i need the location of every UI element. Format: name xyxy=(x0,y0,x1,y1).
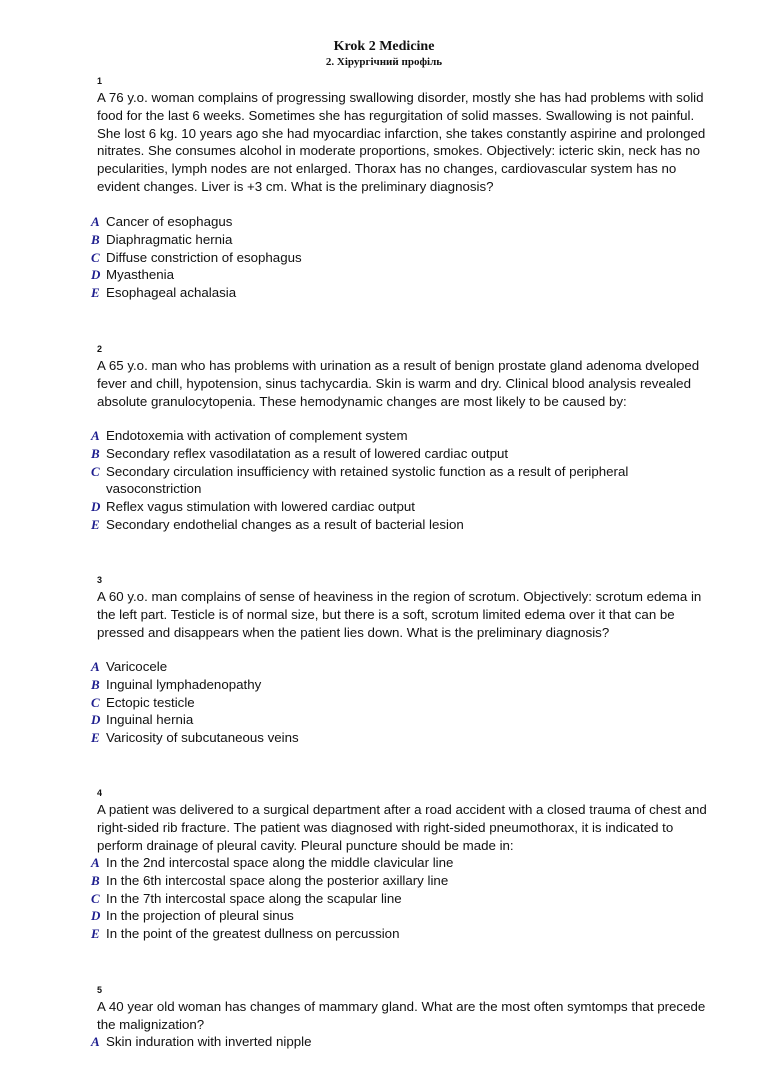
option-letter: D xyxy=(91,267,101,283)
option-letter: A xyxy=(91,1034,100,1049)
question-number: 3 xyxy=(97,575,103,585)
question-text: A 65 y.o. man who has problems with urination as a result of benign prostate gland adenoma dveloped fever and chill, hypotension, sinus tachycardia. Skin is warm and dry. Clinical blood analysis revealed absolute granulocytopenia. These hemodynamic changes are most likely to be caused by: xyxy=(97,358,700,409)
option-letter: A xyxy=(91,855,100,870)
option-text: In the projection of pleural sinus xyxy=(106,908,294,924)
question-number: 4 xyxy=(97,788,103,798)
answer-option xyxy=(91,676,711,694)
option-text: Ectopic testicle xyxy=(106,694,195,710)
question-number: 1 xyxy=(97,76,103,86)
option-text: Inguinal lymphadenopathy xyxy=(106,676,262,692)
option-text: Secondary circulation insufficiency with retained systolic function as a result of peripheral vasoconstriction xyxy=(106,463,629,497)
document-title: Krok 2 Medicine xyxy=(333,39,435,54)
option-text: Inguinal hernia xyxy=(106,712,194,728)
answer-option xyxy=(91,729,711,747)
option-letter: E xyxy=(91,730,100,746)
option-letter: B xyxy=(91,231,100,247)
option-text: Varicocele xyxy=(106,659,168,674)
option-letter: A xyxy=(91,214,100,229)
answer-option xyxy=(91,854,711,872)
option-letter: B xyxy=(91,676,100,692)
question-number: 2 xyxy=(97,344,103,354)
option-text: Diaphragmatic hernia xyxy=(106,231,233,247)
answer-options xyxy=(91,658,711,747)
question-text: A 76 y.o. woman complains of progressing swallowing disorder, mostly she has had problems with solid food for the last 6 weeks. Sometimes she has regurgitation of solid masses. Swallowing is not painful. She lost 6 kg. 10 years ago she had myocardiac infarction, she takes constantly aspirine and prolonged nitrates. She consumes alcohol in moderate proportions, smokes. Objectively: icteric skin, neck has no pecularities, lymph nodes are not enlarged. Thorax has no changes, cardiovascular system has no evident changes. Liver is +3 cm. What is the preliminary diagnosis? xyxy=(97,90,706,194)
option-text: In the 7th intercostal space along the scapular line xyxy=(106,890,402,906)
option-text: Myasthenia xyxy=(106,267,174,283)
option-letter: D xyxy=(91,499,101,515)
answer-option xyxy=(91,890,711,908)
option-text: Reflex vagus stimulation with lowered cardiac output xyxy=(106,499,415,515)
answer-options xyxy=(91,427,711,534)
document-header xyxy=(0,38,768,69)
answer-option xyxy=(91,516,711,534)
question-text: A patient was delivered to a surgical department after a road accident with a closed trauma of chest and right-sided rib fracture. The patient was diagnosed with right-sided pneumothorax, it is indicated to perform drainage of pleural cavity. Pleural puncture should be made in: xyxy=(97,802,707,853)
option-letter: B xyxy=(91,872,100,888)
question-text: A 40 year old woman has changes of mammary gland. What are the most often symtomps that precede the malignization? xyxy=(97,999,706,1032)
option-letter: A xyxy=(91,428,100,443)
answer-option xyxy=(91,463,681,499)
answer-option xyxy=(91,445,711,463)
option-text: In the 2nd intercostal space along the middle clavicular line xyxy=(106,855,454,870)
option-text: Cancer of esophagus xyxy=(106,214,233,229)
answer-option xyxy=(91,907,711,925)
document-subtitle: 2. Хірургічний профіль xyxy=(325,56,443,68)
option-letter: E xyxy=(91,516,100,532)
option-letter: C xyxy=(91,463,100,479)
option-text: Secondary reflex vasodilatation as a result of lowered cardiac output xyxy=(106,445,509,461)
answer-option xyxy=(91,231,711,249)
answer-option xyxy=(91,498,711,516)
option-letter: A xyxy=(91,659,100,674)
question-text: A 60 y.o. man complains of sense of heaviness in the region of scrotum. Objectively: scrotum edema in the left part. Testicle is of normal size, but there is a soft, scrotum limited edema over it that can be pressed and disappears when the patient lies down. What is the preliminary diagnosis? xyxy=(97,589,702,640)
option-letter: C xyxy=(91,694,100,710)
option-letter: C xyxy=(91,890,100,906)
answer-options xyxy=(91,854,711,943)
option-text: In the point of the greatest dullness on percussion xyxy=(106,926,400,942)
answer-option xyxy=(91,213,711,231)
option-letter: D xyxy=(91,908,101,924)
option-letter: C xyxy=(91,249,100,265)
answer-options xyxy=(91,1033,711,1051)
option-text: Diffuse constriction of esophagus xyxy=(106,249,302,265)
answer-option xyxy=(91,249,711,267)
answer-option xyxy=(91,266,711,284)
answer-option xyxy=(91,925,711,943)
answer-option xyxy=(91,872,711,890)
option-letter: E xyxy=(91,926,100,942)
answer-option xyxy=(91,711,711,729)
option-letter: D xyxy=(91,712,101,728)
option-text: Varicosity of subcutaneous veins xyxy=(106,730,299,746)
answer-option xyxy=(91,1033,711,1051)
option-letter: E xyxy=(91,285,100,301)
answer-option xyxy=(91,658,711,676)
option-text: Secondary endothelial changes as a result of bacterial lesion xyxy=(106,516,464,532)
option-text: In the 6th intercostal space along the posterior axillary line xyxy=(106,872,449,888)
answer-option xyxy=(91,284,711,302)
question-number: 5 xyxy=(97,985,103,995)
answer-option xyxy=(91,694,711,712)
option-text: Skin induration with inverted nipple xyxy=(106,1034,312,1049)
option-text: Endotoxemia with activation of complement system xyxy=(106,428,408,443)
answer-options xyxy=(91,213,711,302)
option-letter: B xyxy=(91,445,100,461)
option-text: Esophageal achalasia xyxy=(106,285,237,301)
answer-option xyxy=(91,427,711,445)
